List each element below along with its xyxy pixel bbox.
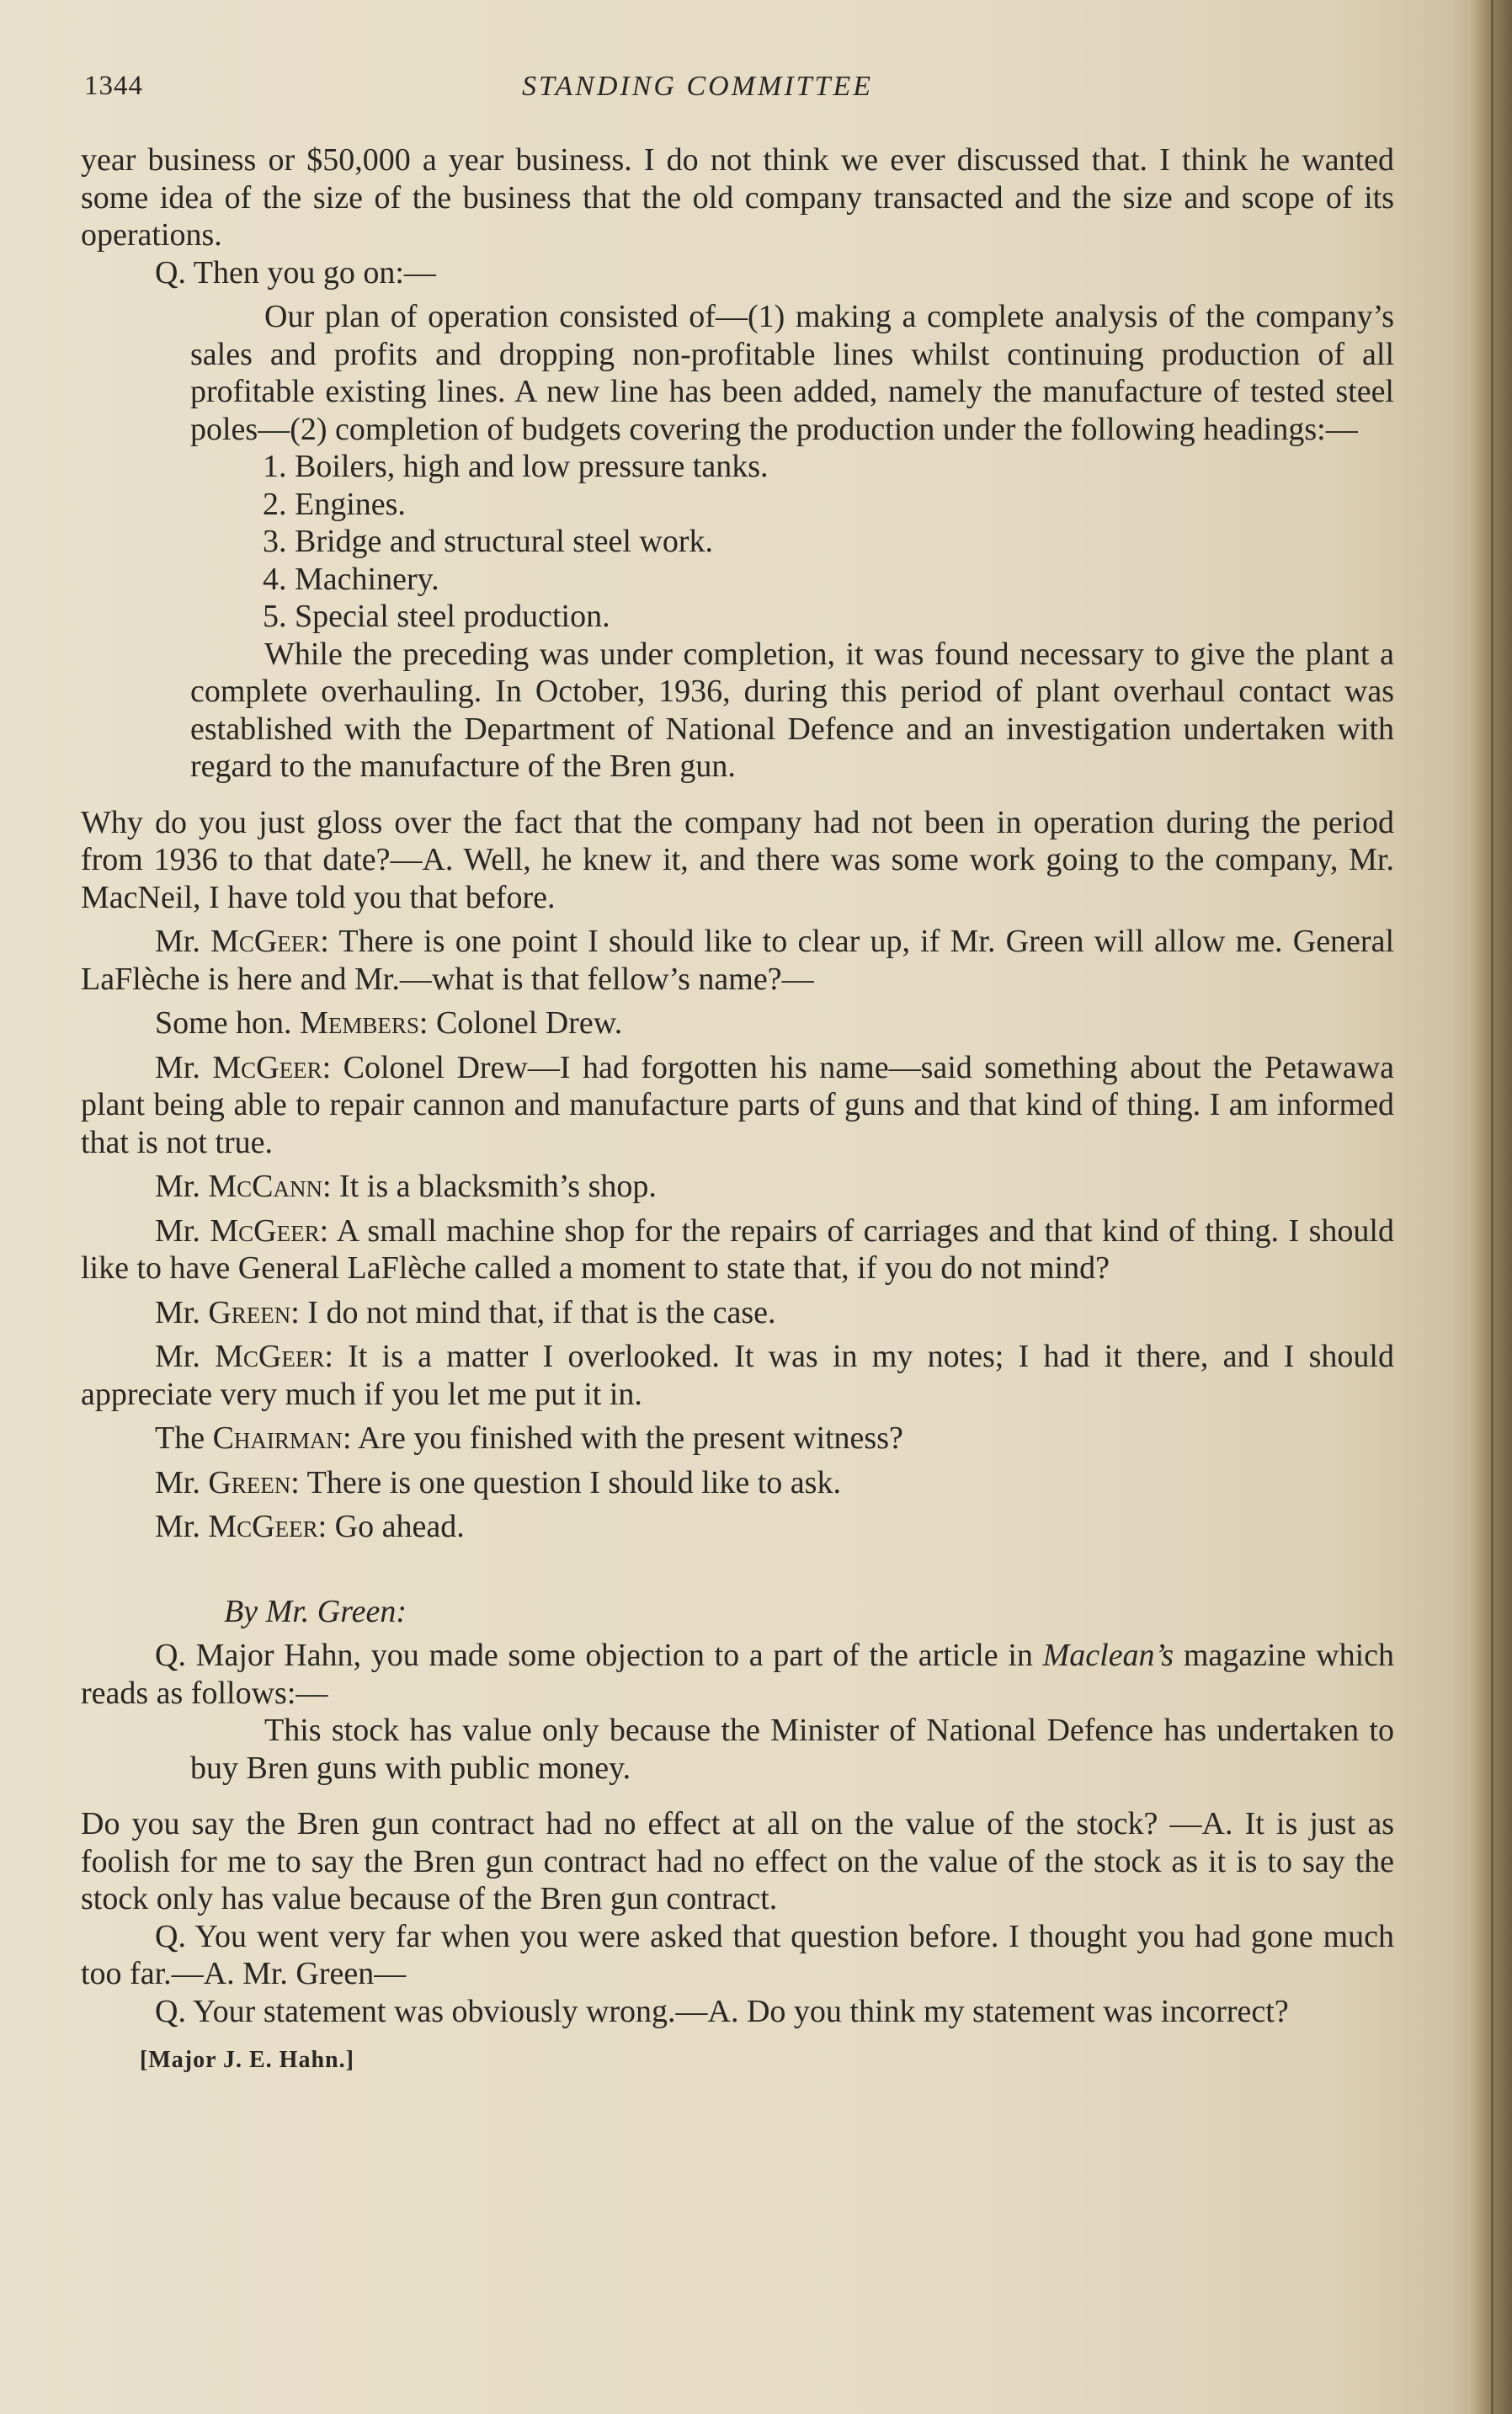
speaker-paragraph <box>81 1168 1394 1206</box>
speaker-prefix: Mr. <box>155 1339 216 1374</box>
speaker-paragraph <box>81 1294 1394 1332</box>
witness-note: [Major J. E. Hahn.] <box>140 2047 354 2073</box>
page-binding-edge <box>1468 0 1512 2414</box>
speaker-text: : Colonel Drew. <box>418 1005 623 1041</box>
speaker-paragraph <box>81 1420 1394 1457</box>
speaker-prefix: Mr. <box>155 1294 209 1330</box>
speaker-text: : A small machine shop for the repairs of carriages and that kind of thing. I should like to have General LaFlèche called a moment to state that, if you do not mind? <box>81 1212 1394 1286</box>
running-head: STANDING COMMITTEE <box>522 71 873 102</box>
speaker-name: McGeer <box>208 1509 318 1544</box>
speaker-paragraph <box>81 923 1394 998</box>
speaker-name: Members <box>300 1005 419 1041</box>
speaker-prefix: Mr. <box>155 1169 209 1204</box>
speaker-text: : It is a matter I overlooked. It was in my notes; I had it there, and I should appreciate very much if you let me put it in. <box>81 1339 1394 1412</box>
speaker-prefix: Mr. <box>155 1049 213 1085</box>
speaker-text: : Colonel Drew—I had forgotten his name—said something about the Petawawa plant being able to repair cannon and manufacture parts of guns and that kind of thing. I am informed that is not true. <box>81 1049 1394 1160</box>
document-body <box>81 141 1394 2080</box>
paragraph-question: Why do you just gloss over the fact that the company had not been in operation during the period from 1936 to that date?—A. Well, he knew it, and there was some work going to the company, Mr. MacNeil, I have told you that before. <box>81 804 1394 915</box>
paragraph-continuation: year business or $50,000 a year business. I do not think we ever discussed that. I think he wanted some idea of the size of the business that the old company transacted and the size and scope of its operations. <box>81 142 1394 253</box>
speaker-name: McGeer <box>215 1339 325 1374</box>
question-text: Q. Major Hahn, you made some objection to a part of the article in <box>155 1638 1043 1673</box>
list-item: 1. Boilers, high and low pressure tanks. <box>263 449 769 484</box>
speaker-paragraph <box>81 1212 1394 1287</box>
speaker-text: : I do not mind that, if that is the case. <box>290 1294 776 1330</box>
paragraph-question <box>81 1637 1394 1712</box>
magazine-title: Maclean’s <box>1042 1638 1174 1673</box>
page-header <box>84 71 1398 113</box>
list-item: 4. Machinery. <box>263 561 439 597</box>
speaker-prefix: The <box>155 1420 213 1456</box>
paragraph-question: Do you say the Bren gun contract had no effect at all on the value of the stock? —A. It is just as foolish for me to say the Bren gun contract had no effect on the value of the stock as it is to say the stock only has value because of the Bren gun contract. <box>81 1806 1394 1916</box>
speaker-name: Chairman <box>212 1420 343 1456</box>
speaker-text: : Go ahead. <box>317 1509 465 1544</box>
speaker-prefix: Mr. <box>155 1464 209 1500</box>
paragraph-question: Q. You went very far when you were asked that question before. I thought you had gone much too far.—A. Mr. Green— <box>81 1918 1394 1991</box>
speaker-paragraph <box>81 1005 1394 1042</box>
list-item: 5. Special steel production. <box>263 599 610 634</box>
question-text: magazine which reads as follows:— <box>81 1638 1394 1711</box>
block-quote-plan: Our plan of operation consisted of—(1) making a complete analysis of the company’s sales and profits and dropping non-profitable lines whilst continuing production of all profitable existing lines. A new line has been added, namely the manufacture of tested steel poles—(2) completion of budgets covering the production under the following headings:— <box>190 299 1394 447</box>
list-item: 2. Engines. <box>263 486 406 522</box>
speaker-name: McGeer <box>212 1049 322 1085</box>
speaker-name: McGeer <box>210 924 321 959</box>
block-quote-article: This stock has value only because the Minister of National Defence has undertaken to buy Bren guns with public money. <box>190 1713 1394 1786</box>
speaker-name: Green <box>208 1464 291 1500</box>
list-item: 3. Bridge and structural steel work. <box>263 524 714 559</box>
examination-byline: By Mr. Green: <box>224 1593 407 1629</box>
speaker-paragraph <box>81 1508 1394 1546</box>
page-number: 1344 <box>84 71 143 101</box>
paragraph-question: Q. Then you go on:— <box>155 254 436 290</box>
speaker-name: Green <box>208 1294 291 1330</box>
speaker-text: : Are you finished with the present witness? <box>342 1420 903 1456</box>
speaker-text: : It is a blacksmith’s shop. <box>322 1169 657 1204</box>
block-quote-overhaul: While the preceding was under completion, it was found necessary to give the plant a complete overhauling. In October, 1936, during this period of plant overhaul contact was established with the Department of National Defence and an investigation undertaken with regard to the manufacture of the Bren gun. <box>190 636 1394 784</box>
binding-shadow-line <box>1491 0 1493 2414</box>
speaker-paragraph <box>81 1464 1394 1502</box>
speaker-prefix: Mr. <box>155 1509 209 1544</box>
speaker-prefix: Mr. <box>155 1212 210 1249</box>
speaker-name: McGeer <box>210 1212 320 1249</box>
speaker-text: : There is one point I should like to clear up, if Mr. Green will allow me. General LaFlèche is here and Mr.—what is that fellow’s name?— <box>81 924 1394 997</box>
speaker-text: : There is one question I should like to ask. <box>290 1464 841 1500</box>
speaker-name: McCann <box>208 1169 322 1204</box>
speaker-prefix: Some hon. <box>155 1005 301 1041</box>
speaker-prefix: Mr. <box>155 924 211 959</box>
speaker-paragraph <box>81 1338 1394 1413</box>
speaker-paragraph <box>81 1049 1394 1162</box>
paragraph-question: Q. Your statement was obviously wrong.—A. Do you think my statement was incorrect? <box>155 1993 1289 2029</box>
